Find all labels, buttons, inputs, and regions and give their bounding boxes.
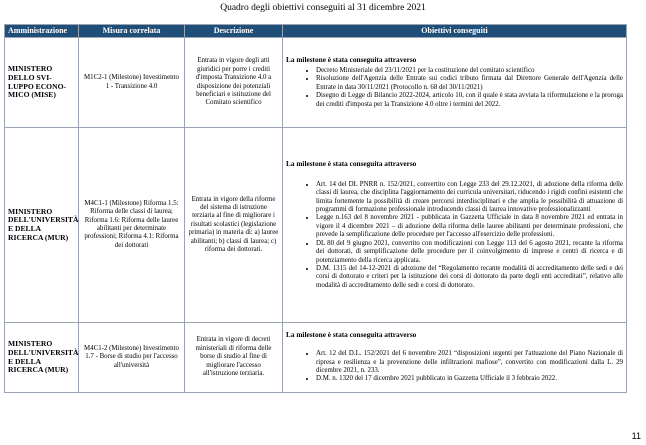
list-item: • Risoluzione dell'Agenzia delle Entrate sui codici tributo firmata dal Direttore Generale dell'Agenzia delle Entrate in data 30/11/2021 (Protocollo n. 68 del 30/11/2021): [316, 75, 623, 92]
document-title: Quadro degli obiettivi conseguiti al 31 dicembre 2021: [220, 3, 426, 13]
description-cell: Entrata in vigore della riforme del sistema di istruzione terziaria al fine di migliorare i risultati scolastici (legislazione primaria) in materia di: a) lauree abilitanti; b) classi di laurea; c) riforma dei dottorati.: [185, 128, 283, 323]
objectives-list: [286, 350, 623, 384]
measure-cell: M4C1-1 (Milestone) Riforma 1.5: Riforma delle classi di laurea; Riforma 1.6: Riforma delle lauree abilitanti per determinate professioni; Riforma 4.1: Riforma dei dottorati: [79, 128, 185, 323]
admin-cell: MINISTERO DELL'UNIVERSITÀ E DELLA RICERCA (MUR): [5, 323, 79, 393]
table-header-row: [5, 25, 627, 38]
objectives-heading: La milestone è stata conseguita attraverso: [286, 330, 417, 340]
list-item: • Art. 12 del D.L. 152/2021 del 6 novembre 2021 “disposizioni urgenti per l'attuazione del Piano Nazionale di ripresa e resilienza e la prevenzione delle infiltrazioni mafiose”, convertito con modificazioni dalla L. 29 dicembre 2021, n. 233.: [316, 350, 623, 375]
list-item: • Decreto Ministeriale del 23/11/2021 per la costituzione del comitato scientifico: [316, 67, 623, 75]
objectives-list: [286, 67, 623, 109]
header-misura-correlata: Misura correlata: [79, 25, 185, 38]
objectives-heading: La milestone è stata conseguita attraverso: [286, 158, 417, 168]
table-row: [5, 323, 627, 393]
list-item: • Art. 14 del DL PNRR n. 152/2021, convertito con Legge 233 del 29.12.2021, di adozione della riforma delle classi di laurea, che disciplina l'aggiornamento dei curricula universitari, riducendo i rigidi confini esistenti che limita fortemente la possibilità di creare percorsi interdisciplinari e che amplia le possibilità di attuazione di programmi di formazione professionale introducendo classi di laurea innovative professionalizzanti: [316, 181, 623, 215]
admin-cell: MINISTERO DELL'UNIVERSITÀ E DELLA RICERCA (MUR): [5, 128, 79, 323]
measure-cell: M4C1-2 (Milestone) Investimento 1.7 - Borse di studio per l'accesso all'università: [79, 323, 185, 393]
objectives-heading: La milestone è stata conseguita attraverso: [286, 55, 417, 64]
page-number: 11: [631, 431, 641, 441]
table-row: [5, 38, 627, 128]
objectives-table: [4, 24, 627, 393]
admin-cell: MINISTERO DELLO SVI-LUPPO ECONO-MICO (MISE): [5, 38, 79, 128]
list-item: • Disegno di Legge di Bilancio 2022-2024, articolo 10, con il quale è stata avviata la riformulazione e la proroga dei crediti d'imposta per la Transizione 4.0 oltre i termini del 2022.: [316, 92, 623, 109]
description-cell: Entrata in vigore di decreti ministeriali di riforma delle borse di studio al fine di migliorare l'accesso all'istruzione terziaria.: [185, 323, 283, 393]
list-item: • D.M. n. 1320 del 17 dicembre 2021 pubblicato in Gazzetta Ufficiale il 3 febbraio 2022.: [316, 375, 623, 383]
objectives-list: [286, 181, 623, 290]
objectives-cell: [283, 128, 627, 323]
description-cell: Entrata in vigore degli atti giuridici per porre i crediti d'imposta Transizione 4.0 a disposizione dei potenziali beneficiari e istituzione del Comitato scientifico: [185, 38, 283, 128]
list-item: • DL 80 del 9 giugno 2021, convertito con modificazioni con Legge 113 del 6 agosto 2021, recante la riforma dei dottorati, di semplificazione delle procedure per il coinvolgimento di imprese e centri di ricerca e di potenziamento della ricerca applicata.: [316, 240, 623, 265]
list-item: • D.M. 1315 del 14-12-2021 di adozione del “Regolamento recante modalità di accreditamento delle sedi e dei corsi di dottorato e criteri per la istituzione dei corsi di dottorato da parte degli enti accreditati”, relativo alle modalità di accreditamento delle sedi e corsi di dottorato.: [316, 265, 623, 290]
header-amministrazione: Amministrazione: [5, 25, 79, 38]
list-item: • Legge n.163 del 8 novembre 2021 - pubblicata in Gazzetta Ufficiale in data 8 novembre 2021 ed entrata in vigore il 4 dicembre 2021 – di adozione della riforma delle lauree abilitanti per determinate professioni, che prevede la semplificazione delle procedure per l'accesso all'esercizio delle professioni.: [316, 214, 623, 239]
objectives-cell: [283, 38, 627, 128]
objectives-cell: [283, 323, 627, 393]
measure-cell: M1C2-1 (Milestone) Investimento 1 - Transizione 4.0: [79, 38, 185, 128]
header-descrizione: Descrizione: [185, 25, 283, 38]
header-obiettivi-conseguiti: Obiettivi conseguiti: [283, 25, 627, 38]
table-row: [5, 128, 627, 323]
